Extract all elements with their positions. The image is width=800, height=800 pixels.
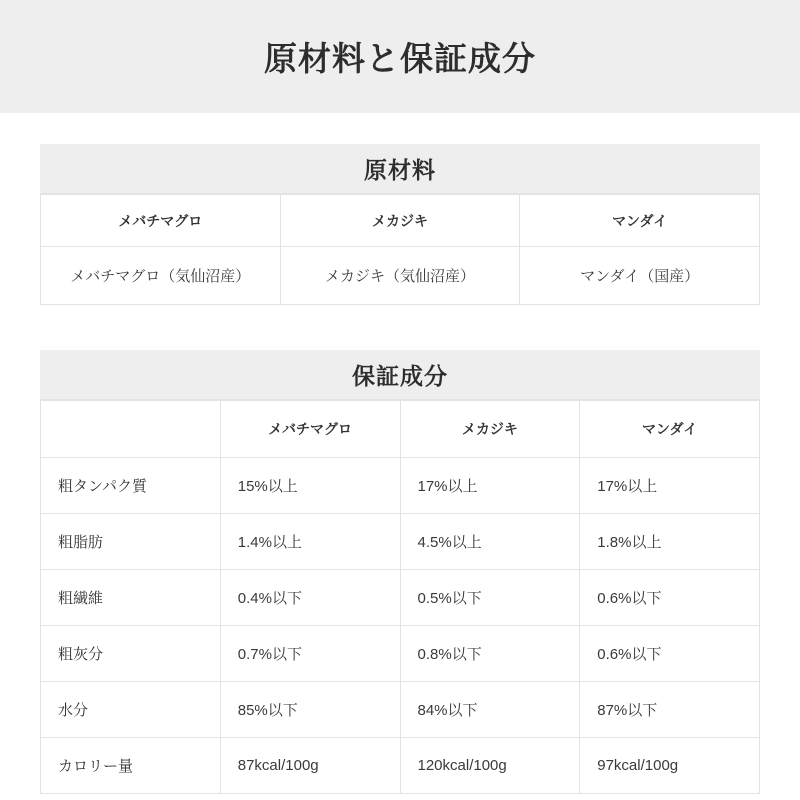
analysis-row-protein	[41, 458, 760, 514]
analysis-column-header: マンダイ	[580, 401, 760, 458]
analysis-section	[40, 350, 760, 794]
ingredients-data-row	[41, 247, 760, 305]
analysis-value-cell: 0.4%以下	[220, 570, 400, 626]
analysis-value-cell: 17%以上	[580, 458, 760, 514]
analysis-row-fiber	[41, 570, 760, 626]
analysis-row-moisture	[41, 682, 760, 738]
analysis-value-cell: 87kcal/100g	[220, 738, 400, 794]
analysis-value-cell: 0.8%以下	[400, 626, 580, 682]
ingredients-section	[40, 144, 760, 305]
analysis-value-cell: 87%以下	[580, 682, 760, 738]
analysis-value-cell: 84%以下	[400, 682, 580, 738]
ingredients-column-header: メカジキ	[280, 195, 520, 247]
page-content	[0, 144, 800, 794]
analysis-value-cell: 97kcal/100g	[580, 738, 760, 794]
analysis-value-cell: 15%以上	[220, 458, 400, 514]
analysis-value-cell: 0.7%以下	[220, 626, 400, 682]
ingredients-table-header-band	[40, 144, 760, 194]
analysis-value-cell: 0.6%以下	[580, 626, 760, 682]
analysis-table-header-band	[40, 350, 760, 400]
analysis-row-label: 粗繊維	[41, 570, 221, 626]
analysis-value-cell: 4.5%以上	[400, 514, 580, 570]
ingredients-column-header: メバチマグロ	[41, 195, 281, 247]
analysis-row-ash	[41, 626, 760, 682]
ingredient-cell: マンダイ（国産）	[520, 247, 760, 305]
analysis-row-label: 水分	[41, 682, 221, 738]
ingredient-cell: メカジキ（気仙沼産）	[280, 247, 520, 305]
analysis-table-title: 保証成分	[352, 363, 448, 389]
analysis-row-calories	[41, 738, 760, 794]
page-title: 原材料と保証成分	[264, 40, 536, 77]
ingredients-header-row	[41, 195, 760, 247]
analysis-table	[40, 400, 760, 794]
analysis-value-cell: 17%以上	[400, 458, 580, 514]
analysis-value-cell: 85%以下	[220, 682, 400, 738]
analysis-value-cell: 1.8%以上	[580, 514, 760, 570]
ingredients-column-header: マンダイ	[520, 195, 760, 247]
ingredients-table-title: 原材料	[364, 157, 436, 183]
analysis-row-label: 粗タンパク質	[41, 458, 221, 514]
analysis-value-cell: 0.5%以下	[400, 570, 580, 626]
analysis-empty-header	[41, 401, 221, 458]
analysis-row-label: 粗灰分	[41, 626, 221, 682]
analysis-row-fat	[41, 514, 760, 570]
ingredients-table	[40, 194, 760, 305]
analysis-value-cell: 0.6%以下	[580, 570, 760, 626]
analysis-value-cell: 1.4%以上	[220, 514, 400, 570]
analysis-value-cell: 120kcal/100g	[400, 738, 580, 794]
analysis-header-row	[41, 401, 760, 458]
analysis-row-label: カロリー量	[41, 738, 221, 794]
analysis-column-header: メカジキ	[400, 401, 580, 458]
ingredient-cell: メバチマグロ（気仙沼産）	[41, 247, 281, 305]
page-title-section	[0, 0, 800, 113]
analysis-column-header: メバチマグロ	[220, 401, 400, 458]
analysis-row-label: 粗脂肪	[41, 514, 221, 570]
